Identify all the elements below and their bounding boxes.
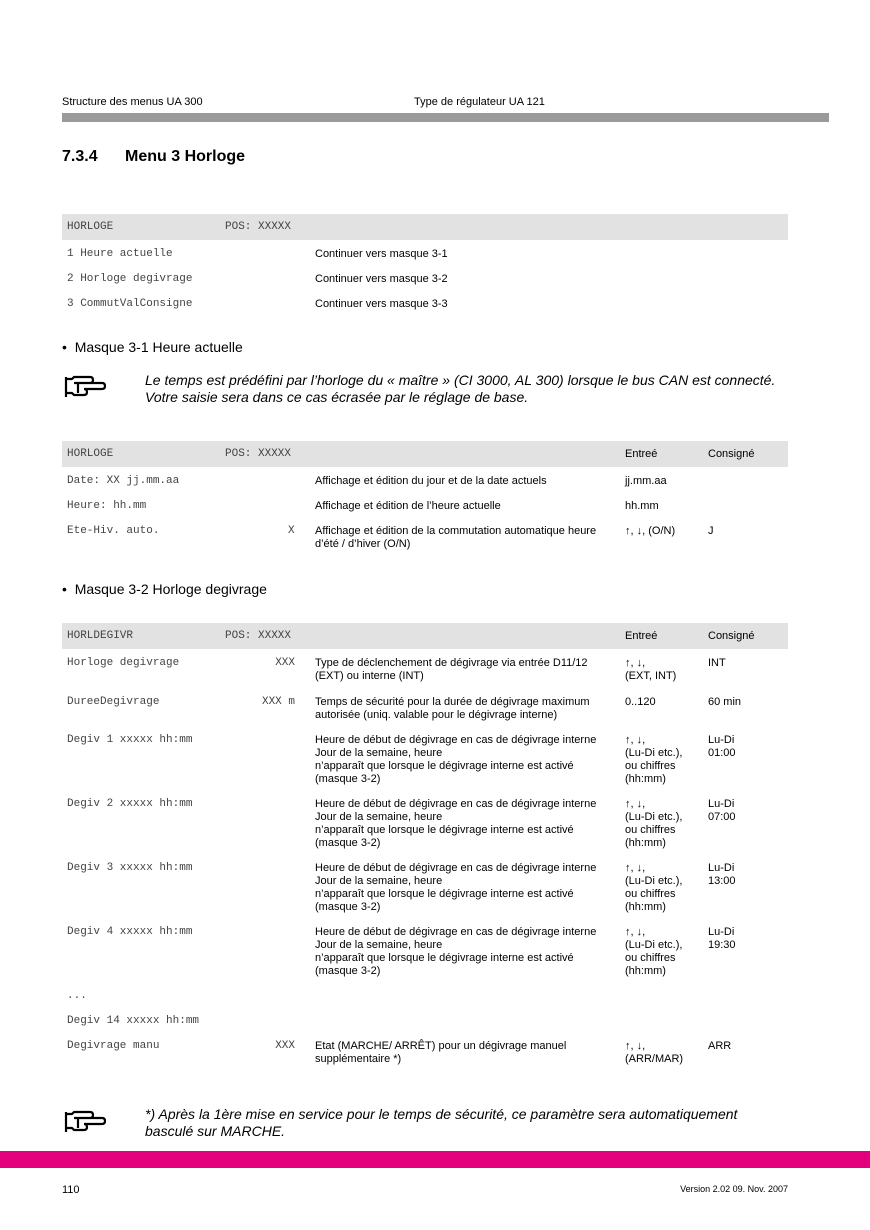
row-consigne: J [708, 525, 714, 537]
row-val: XXX [275, 1040, 295, 1052]
pointing-hand-icon [64, 373, 106, 399]
row-entree: hh.mm [625, 500, 659, 512]
row-name: DureeDegivrage [67, 696, 160, 708]
row-name: Date: XX jj.mm.aa [67, 475, 180, 487]
header-pos: POS: XXXXX [225, 221, 292, 233]
row-name: ... [67, 990, 87, 1002]
row-name: Degiv 2 xxxxx hh:mm [67, 798, 193, 810]
table-header [62, 623, 788, 649]
row-consigne: Lu-Di 13:00 [708, 862, 736, 887]
row-val: XXX [275, 657, 295, 669]
pointing-hand-icon [64, 1108, 106, 1134]
row-desc: Type de déclenchement de dégivrage via entrée D11/12 (EXT) ou interne (INT) [315, 657, 588, 682]
table-row [62, 475, 788, 500]
row-entree: ↑, ↓, (ARR/MAR) [625, 1040, 684, 1065]
header-entree: Entreé [625, 448, 658, 460]
row-entree: ↑, ↓, (Lu-Di etc.), ou chiffres (hh:mm) [625, 798, 683, 849]
row-name: Degiv 14 xxxxx hh:mm [67, 1015, 200, 1027]
section-title [62, 148, 245, 166]
row-entree: ↑, ↓, (O/N) [625, 525, 676, 537]
header-name: HORLDEGIVR [67, 630, 134, 642]
table-header [62, 441, 788, 467]
header-pos: POS: XXXXX [225, 630, 292, 642]
row-consigne: Lu-Di 07:00 [708, 798, 736, 823]
row-val: X [288, 525, 295, 537]
row-consigne: Lu-Di 01:00 [708, 734, 736, 759]
row-val: XXX m [261, 696, 295, 708]
row-name: Degiv 1 xxxxx hh:mm [67, 734, 193, 746]
row-desc: Heure de début de dégivrage en cas de dégivrage interne Jour de la semaine, heure n’apparaît que lorsque le dégivrage interne est activé (masque 3-2) [315, 926, 597, 977]
row-consigne: Lu-Di 19:30 [708, 926, 736, 951]
header-consigne: Consigné [708, 448, 755, 460]
header-rule [62, 113, 829, 122]
row-name: Heure: hh.mm [67, 500, 147, 512]
row-desc: Etat (MARCHE/ ARRÊT) pour un dégivrage manuel supplémentaire *) [315, 1040, 567, 1065]
row-entree: 0..120 [625, 696, 656, 708]
row-name: Horloge degivrage [67, 657, 180, 669]
row-entree: ↑, ↓, (Lu-Di etc.), ou chiffres (hh:mm) [625, 926, 683, 977]
menu-table [62, 214, 788, 323]
row-name: 2 Horloge degivrage [67, 273, 193, 285]
table-row [62, 248, 788, 273]
table-row [62, 657, 788, 696]
row-desc: Continuer vers masque 3-1 [315, 248, 448, 260]
row-name: Ete-Hiv. auto. [67, 525, 160, 537]
bullet-masque-3-1: • Masque 3-1 Heure actuelle [62, 339, 243, 355]
header-name: HORLOGE [67, 221, 114, 233]
note-can-bus: Le temps est prédéfini par l’horloge du « maître » (CI 3000, AL 300) lorsque le bus CAN est connecté. Votre saisie sera dans ce cas écrasée par le réglage de base. [145, 372, 776, 405]
table-row [62, 696, 788, 734]
row-desc: Heure de début de dégivrage en cas de dégivrage interne Jour de la semaine, heure n’apparaît que lorsque le dégivrage interne est activé (masque 3-2) [315, 798, 597, 849]
table-row [62, 298, 788, 323]
table-row [62, 273, 788, 298]
note-mise-en-service: *) Après la 1ère mise en service pour le temps de sécurité, ce paramètre sera automatiquement basculé sur MARCHE. [145, 1106, 738, 1139]
table-row [62, 862, 788, 926]
header-name: HORLOGE [67, 448, 114, 460]
row-entree: jj.mm.aa [625, 475, 667, 487]
table-body [62, 657, 788, 1076]
row-entree: ↑, ↓, (Lu-Di etc.), ou chiffres (hh:mm) [625, 862, 683, 913]
bullet-masque-3-2: • Masque 3-2 Horloge degivrage [62, 581, 267, 597]
row-name: 1 Heure actuelle [67, 248, 173, 260]
row-consigne: 60 min [708, 696, 742, 708]
table-row [62, 1015, 788, 1040]
table-row [62, 990, 788, 1015]
section-number: 7.3.4 [62, 148, 98, 165]
table-row [62, 798, 788, 862]
table-header [62, 214, 788, 240]
header-entree: Entreé [625, 630, 658, 642]
row-desc: Affichage et édition du jour et de la date actuels [315, 475, 547, 487]
header-left: Structure des menus UA 300 [62, 96, 203, 108]
row-consigne: ARR [708, 1040, 732, 1052]
row-name: Degiv 3 xxxxx hh:mm [67, 862, 193, 874]
row-desc: Temps de sécurité pour la durée de dégivrage maximum autorisée (uniq. valable pour le dégivrage interne) [315, 696, 590, 721]
table-row [62, 500, 788, 525]
bullet-text: Masque 3-2 Horloge degivrage [74, 581, 267, 597]
row-desc: Heure de début de dégivrage en cas de dégivrage interne Jour de la semaine, heure n’apparaît que lorsque le dégivrage interne est activé (masque 3-2) [315, 734, 597, 785]
table-row [62, 525, 788, 555]
header-consigne: Consigné [708, 630, 755, 642]
row-name: Degiv 4 xxxxx hh:mm [67, 926, 193, 938]
section-title-text: Menu 3 Horloge [125, 148, 246, 165]
page-number: 110 [62, 1184, 80, 1196]
bullet-text: Masque 3-1 Heure actuelle [74, 339, 243, 355]
table-row [62, 926, 788, 990]
row-name: 3 CommutValConsigne [67, 298, 193, 310]
row-entree: ↑, ↓, (Lu-Di etc.), ou chiffres (hh:mm) [625, 734, 683, 785]
footer-bar [0, 1151, 870, 1168]
row-desc: Affichage et édition de l’heure actuelle [315, 500, 501, 512]
row-name: Degivrage manu [67, 1040, 160, 1052]
version-date: Version 2.02 09. Nov. 2007 [680, 1184, 788, 1194]
header-pos: POS: XXXXX [225, 448, 292, 460]
row-desc: Affichage et édition de la commutation automatique heure d’été / d’hiver (O/N) [315, 525, 597, 550]
row-consigne: INT [708, 657, 726, 669]
row-desc: Continuer vers masque 3-2 [315, 273, 448, 285]
row-desc: Heure de début de dégivrage en cas de dégivrage interne Jour de la semaine, heure n’apparaît que lorsque le dégivrage interne est activé (masque 3-2) [315, 862, 597, 913]
row-entree: ↑, ↓, (EXT, INT) [625, 657, 677, 682]
horloge-degivrage-table [62, 623, 788, 1076]
row-desc: Continuer vers masque 3-3 [315, 298, 448, 310]
table-row [62, 734, 788, 798]
header-center: Type de régulateur UA 121 [414, 96, 545, 108]
table-row [62, 1040, 788, 1076]
heure-actuelle-table [62, 441, 788, 555]
